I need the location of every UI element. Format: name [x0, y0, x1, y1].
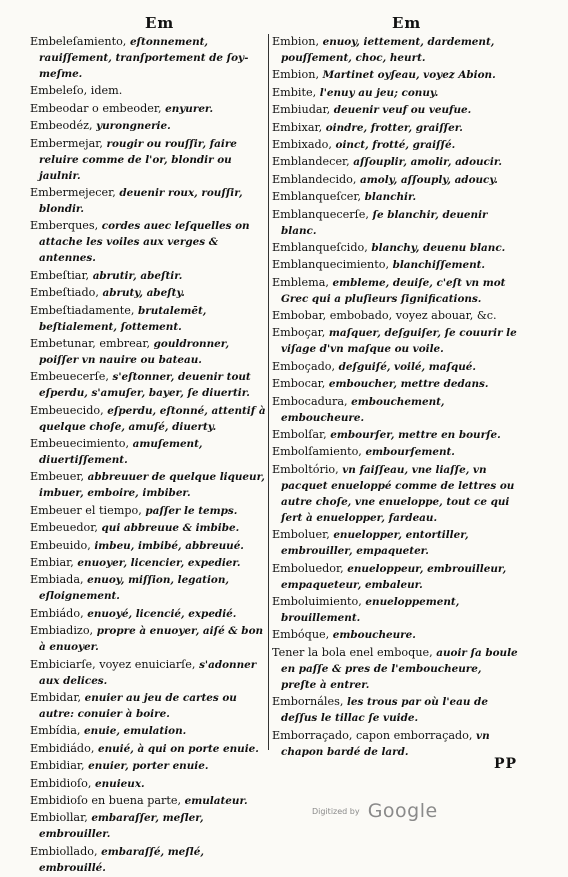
dictionary-entry [272, 240, 520, 256]
entry-headword: Embeuer, [30, 470, 85, 484]
dictionary-entry [272, 34, 520, 66]
entry-headword: Embidar, [30, 690, 82, 704]
dictionary-entry [30, 136, 266, 184]
entry-definition: enuoy, miſſion, legation, eſloignement. [39, 574, 230, 603]
entry-headword: Embeuedor, [30, 521, 98, 535]
dictionary-entry [272, 257, 520, 273]
entry-headword: Embeſtiar, [30, 268, 90, 282]
entry-definition: oindre, frotter, graiſſer. [325, 121, 463, 134]
dictionary-entry [272, 527, 520, 559]
entry-headword: Embeuido, [30, 538, 91, 552]
dictionary-entry [272, 728, 520, 760]
dictionary-entry [30, 758, 266, 774]
dictionary-entry [272, 207, 520, 239]
dictionary-entry [30, 268, 266, 284]
dictionary-entry [30, 723, 266, 739]
entry-headword: Embeſtiadamente, [30, 303, 135, 317]
entry-definition: emboucheure. [332, 629, 416, 642]
entry-definition: enuier au jeu de cartes ou autre: conuier à boire. [39, 691, 237, 720]
dictionary-entry [272, 172, 520, 188]
entry-headword: Embidioſo en buena parte, [30, 793, 182, 807]
dictionary-entry [30, 303, 266, 335]
entry-headword: Embiada, [30, 573, 84, 587]
entry-definition: s'eſtonner, deuenir tout eſperdu, s'amuſer, bayer, ſe diuertir. [39, 371, 251, 400]
entry-headword: Embiciarſe, voyez enuiciarſe, [30, 657, 196, 671]
entry-headword: Embite, [272, 85, 317, 99]
dictionary-entry [272, 376, 520, 392]
entry-definition: eſperdu, eſtonné, attentif à quelque choſe, amuſé, diuerty. [39, 404, 266, 433]
entry-headword: Emblandecido, [272, 172, 357, 186]
dictionary-entry [272, 394, 520, 426]
entry-headword: Embídia, [30, 724, 81, 738]
entry-definition: deſguiſé, voilé, maſqué. [338, 360, 477, 373]
entry-definition: enuoyer, licencier, expedier. [77, 557, 241, 570]
entry-headword: Embeuecerſe, [30, 370, 109, 384]
entry-definition: amuſement, diuertiſſement. [39, 438, 203, 467]
entry-definition: enueloppeur, embrouilleur, empaqueteur, embaleur. [281, 562, 507, 591]
dictionary-entry [30, 555, 266, 571]
left-column [30, 34, 266, 877]
entry-definition: paſſer le temps. [145, 504, 238, 517]
entry-definition: amoly, aſſouply, adoucy. [360, 173, 498, 186]
dictionary-entry [30, 118, 266, 134]
dictionary-entry [30, 185, 266, 217]
entry-definition: embourſement. [365, 446, 455, 459]
entry-headword: Emboluer, [272, 528, 330, 542]
dictionary-entry [272, 427, 520, 443]
dictionary-entry [30, 538, 266, 554]
entry-definition: l'enuy au jeu; conuy. [319, 86, 439, 99]
entry-headword: Embolſar, [272, 428, 327, 442]
entry-headword: Embocadura, [272, 394, 348, 408]
entry-definition: rougir ou rouſſir, faire reluire comme de l'or, blondir ou jaulnir. [39, 137, 237, 182]
entry-headword: Emboçar, [272, 326, 326, 340]
entry-headword: Embetunar, embrear, [30, 336, 151, 350]
right-column [272, 34, 520, 761]
entry-headword: Emblema, [272, 275, 329, 289]
entry-headword: Emboçado, [272, 359, 336, 373]
running-head-left: Em [145, 14, 175, 32]
entry-headword: Embidiádo, [30, 741, 95, 755]
entry-definition: blanchy, deuenu blanc. [371, 241, 506, 254]
entry-headword: Emblanqueſcer, [272, 190, 362, 204]
entry-headword: Embeodar o embeoder, [30, 101, 162, 115]
entry-definition: enuie, emulation. [84, 725, 187, 738]
running-head-right: Em [392, 14, 422, 32]
entry-headword: Tener la bola enel emboque, [272, 645, 433, 659]
dictionary-entry [30, 776, 266, 792]
entry-headword: Embeſtiado, [30, 286, 99, 300]
entry-definition: vn faiſſeau, vne liaſſe, vn pacquet enueloppé comme de lettres ou autre choſe, vne enueloppe, tout ce qui ſert à enuelopper, fardeau. [281, 463, 515, 524]
dictionary-entry [272, 627, 520, 643]
entry-headword: Embeleſamiento, [30, 35, 127, 48]
entry-headword: Embeuecido, [30, 403, 104, 417]
entry-headword: Embeuer el tiempo, [30, 503, 142, 517]
entry-definition: embaraſſer, meſler, embrouiller. [39, 812, 204, 841]
column-divider [268, 34, 269, 750]
entry-definition: cordes auec leſquelles on attache les voiles aux verges & antennes. [39, 220, 250, 265]
entry-definition: abbreuuer de quelque liqueur, imbuer, emboire, imbiber. [39, 471, 265, 500]
entry-definition: blanchiſſement. [392, 259, 486, 272]
dictionary-entry [30, 34, 266, 82]
entry-headword: Embocar, [272, 377, 326, 391]
entry-headword: Embidiar, [30, 759, 85, 773]
entry-headword: Embobar, embobado, voyez abouar, &c. [272, 309, 497, 323]
entry-headword: Embion, [272, 35, 320, 48]
entry-headword: Embermejar, [30, 136, 103, 150]
catchword: PP [494, 756, 518, 772]
entry-headword: Embiudar, [272, 103, 331, 117]
entry-definition: enyurer. [165, 102, 214, 115]
dictionary-entry [272, 85, 520, 101]
entry-definition: abruty, abeſty. [102, 287, 185, 300]
dictionary-entry [30, 810, 266, 842]
entry-definition: emulateur. [184, 794, 248, 807]
dictionary-entry [272, 154, 520, 170]
entry-headword: Emblanquecimiento, [272, 258, 390, 272]
entry-headword: Emboluedor, [272, 561, 344, 575]
entry-headword: Embornáles, [272, 695, 344, 709]
dictionary-entry [30, 469, 266, 501]
dictionary-entry [30, 503, 266, 519]
entry-definition: imbeu, imbibé, abbreuué. [94, 539, 244, 552]
dictionary-entry [272, 308, 520, 324]
entry-definition: vn chapon bardé de lard. [281, 729, 490, 758]
entry-headword: Emblandecer, [272, 155, 350, 169]
dictionary-entry [272, 67, 520, 83]
dictionary-entry [272, 594, 520, 626]
dictionary-entry [30, 520, 266, 536]
dictionary-entry [30, 623, 266, 655]
entry-headword: Embiadizo, [30, 624, 94, 638]
entry-definition: eſtonnement, rauiſſement, tranſportement de ſoy-meſme. [39, 36, 249, 80]
dictionary-entry [30, 572, 266, 604]
entry-definition: Martinet oyſeau, voyez Abion. [322, 69, 496, 82]
entry-definition: embaraſſé, meſlé, embrouillé. [39, 845, 204, 874]
dictionary-entry [272, 275, 520, 307]
entry-headword: Emblanqueſcido, [272, 240, 368, 254]
dictionary-entry [30, 336, 266, 368]
dictionary-entry [272, 137, 520, 153]
entry-definition: aſſouplir, amolir, adoucir. [353, 156, 502, 169]
entry-definition: enueloppement, brouillement. [281, 595, 460, 624]
dictionary-entry [272, 694, 520, 726]
entry-definition: enuoyé, licencié, expedié. [87, 607, 237, 620]
dictionary-entry [30, 285, 266, 301]
entry-headword: Emblanquecerſe, [272, 207, 369, 221]
entry-definition: auoir ſa boule en paſſe & pres de l'emboucheure, preſte à entrer. [281, 646, 518, 691]
entry-definition: enuelopper, entortiller, embrouiller, empaqueter. [281, 529, 469, 558]
entry-headword: Emboltório, [272, 462, 339, 476]
entry-definition: gouldronner, poiſſer vn nauire ou bateau. [39, 337, 230, 366]
entry-definition: oinct, frotté, graiſſé. [335, 138, 456, 151]
entry-definition: emboucher, mettre dedans. [328, 378, 489, 391]
dictionary-entry [30, 369, 266, 401]
dictionary-entry [30, 690, 266, 722]
entry-definition: enuié, à qui on porte enuie. [97, 742, 259, 755]
entry-definition: les trous par où l'eau de deſſus le tillac ſe vuide. [281, 696, 488, 725]
entry-definition: embleme, deuiſe, c'eſt vn mot Grec qui a pluſieurs ſignifications. [281, 276, 506, 305]
dictionary-entry [272, 120, 520, 136]
entry-definition: qui abbreuue & imbibe. [101, 522, 240, 535]
entry-definition: embourſer, mettre en bourſe. [330, 429, 501, 442]
dictionary-entry [272, 561, 520, 593]
entry-headword: Embixado, [272, 137, 332, 151]
entry-headword: Embolſamiento, [272, 445, 362, 459]
dictionary-entry [272, 359, 520, 375]
entry-headword: Embiollar, [30, 811, 88, 825]
dictionary-entry [30, 83, 266, 99]
entry-definition: s'adonner aux delices. [39, 658, 257, 687]
entry-definition: abrutir, abeſtir. [92, 269, 183, 282]
entry-headword: Embiar, [30, 556, 74, 570]
dictionary-entry [30, 741, 266, 757]
dictionary-entry [272, 325, 520, 357]
entry-headword: Embóque, [272, 628, 330, 642]
google-logo: Google [367, 800, 438, 822]
dictionary-entry [30, 606, 266, 622]
entry-definition: ſe blanchir, deuenir blanc. [281, 208, 488, 237]
dictionary-entry [272, 462, 520, 526]
entry-headword: Embeleſo, idem. [30, 84, 123, 98]
dictionary-entry [30, 657, 266, 689]
entry-definition: yurongnerie. [96, 120, 171, 133]
entry-headword: Embeuecimiento, [30, 437, 130, 451]
digitized-by-label: Digitized by [312, 806, 360, 816]
dictionary-entry [30, 101, 266, 117]
entry-definition: deuenir roux, rouſſir, blondir. [39, 186, 243, 215]
entry-headword: Embidioſo, [30, 776, 92, 790]
entry-headword: Embiollado, [30, 844, 98, 858]
entry-definition: blanchir. [364, 191, 417, 204]
dictionary-entry [30, 844, 266, 876]
entry-definition: propre à enuoyer, aiſé & bon à enuoyer. [39, 625, 264, 654]
entry-definition: enuieux. [95, 777, 145, 790]
entry-definition: maſquer, deſguiſer, ſe couurir le viſage d'vn maſque ou voile. [281, 327, 517, 356]
entry-definition: embouchement, emboucheure. [281, 395, 445, 424]
entry-headword: Embeodéz, [30, 119, 93, 133]
entry-headword: Emborraçado, capon emborraçado, [272, 728, 473, 742]
entry-headword: Embermejecer, [30, 185, 116, 199]
dictionary-entry [30, 403, 266, 435]
entry-definition: enuoy, iettement, dardement, pouſſement, choc, heurt. [281, 36, 495, 64]
entry-headword: Emberques, [30, 219, 99, 233]
entry-headword: Emboluimiento, [272, 594, 362, 608]
entry-headword: Embixar, [272, 120, 323, 134]
digitized-footer [312, 800, 438, 822]
dictionary-entry [30, 436, 266, 468]
dictionary-entry [272, 444, 520, 460]
dictionary-entry [30, 793, 266, 809]
dictionary-entry [272, 102, 520, 118]
entry-definition: deuenir veuf ou veufue. [333, 104, 472, 117]
dictionary-entry [272, 189, 520, 205]
entry-headword: Embiádo, [30, 606, 84, 620]
dictionary-entry [30, 218, 266, 266]
dictionary-entry [272, 645, 520, 693]
entry-headword: Embion, [272, 68, 320, 82]
entry-definition: enuier, porter enuie. [88, 760, 209, 773]
entry-definition: brutalemēt, beſtialement, ſottement. [39, 304, 207, 333]
